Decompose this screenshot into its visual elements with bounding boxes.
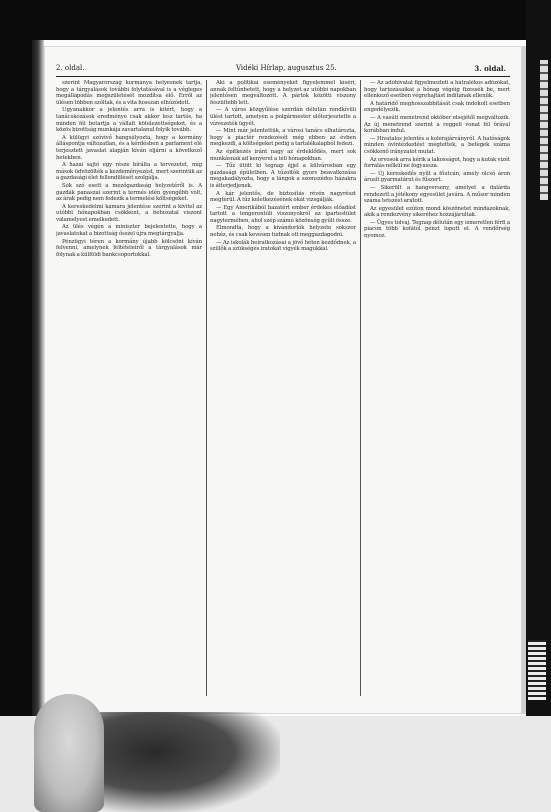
paragraph: szerint Magyarország kormánya helyesnek tartja, hogy a tárgyalások további folytatásával is a végleges megállapodás megszületését mozdítsa elő. Erről az ülésen többen szóltak, és a vita hosszan elhúzódott.: [56, 80, 202, 106]
paragraph: Aki a politikai eseményeket figyelemmel kíséri, annak feltűnhetett, hogy a helyzet az utóbbi napokban jelentősen megváltozott. A pártok közötti viszony feszültebb lett.: [210, 80, 356, 106]
book-binding: [32, 40, 44, 720]
paragraph: Ugyanakkor a jelentés arra is kitért, hogy a tanácskozások eredménye csak akkor lesz tartós, ha minden fél betartja a vállalt kötelezettségeket, és a közös bizottság munkája zavartalanul folyik tovább.: [56, 107, 202, 134]
paragraph: Az orvosok arra kérik a lakosságot, hogy a kutak vizét forralás nélkül ne fogyassza.: [364, 156, 510, 170]
paragraph: A határidő meghosszabbítását csak indokolt esetben engedélyezik.: [364, 100, 510, 114]
hand-shadow: [100, 712, 280, 812]
scan-background-top: [0, 0, 551, 40]
text-columns: [56, 80, 510, 696]
paragraph: Az ülés végén a miniszter bejelentette, hogy a javaslatokat a bizottság ősszel újra megtárgyalja.: [56, 224, 202, 238]
paragraph: Az építkezés iránt nagy az érdeklődés, mert sok munkásnak ad kenyeret a téli hónapokban.: [210, 148, 356, 162]
paragraph: — Új kereskedés nyílt a főutcán, amely olcsó áron árusít gyarmatárut és fűszert.: [364, 170, 510, 184]
hand-thumb: [34, 694, 104, 812]
paragraph: — Ügyes tolvaj. Tegnap délután egy ismeretlen férfi a piacon több kofától pénzt lopott el. A rendőrség nyomoz.: [364, 219, 510, 240]
paragraph: A kereskedelmi kamara jelentése szerint a kivitel az utóbbi hónapokban csökkent, a behozatal viszont valamelyest emelkedett.: [56, 203, 202, 223]
scan-edge-pattern: [528, 640, 546, 700]
paragraph: — Mint már jelentettük, a városi tanács elhatározta, hogy a piactér rendezését még ebben az évben megkezdi, a költségeket pedig a tartalékalapból fedezi.: [210, 128, 356, 148]
page-edge-marks: [540, 60, 548, 200]
page-header: [56, 62, 510, 77]
paragraph: — Egy Amerikából hazatért ember érdekes előadást tartott a tengerentúli viszonyokról az ipartestület nagytermében, ahol szép számú közönség gyűlt össze.: [210, 204, 356, 224]
column-1: [56, 80, 202, 696]
column-2: [210, 80, 356, 696]
page-number-right: 3. oldal.: [474, 64, 506, 73]
paragraph: Pénzügyi téren a kormány újabb kölcsönt kíván felvenni, amelynek feltételeiről a tárgyalások már folynak a külföldi bankcsoportokkal.: [56, 238, 202, 258]
paragraph: — Hivatalos jelentés a kolerajárványról. A hatóságok minden óvintézkedést megtettek, a betegek száma csökkenő irányzatot mutat.: [364, 135, 510, 155]
paragraph: — Tűz ütött ki tegnap éjjel a külvárosban egy gazdasági épületben. A tűzoltók gyors beavatkozása megakadályozta, hogy a lángok a szomszédos házakra is átterjedjenek.: [210, 163, 356, 189]
paragraph: — Az iskolák beiratkozásai a jövő héten kezdődnek, a szülők a szükséges iratokat vigyék magukkal.: [210, 239, 356, 253]
paragraph: Elmondta, hogy a kivándorlók helyzete sokszor nehéz, és csak kevesen tudnak ott meggazdagodni.: [210, 225, 356, 239]
scan-background-left: [0, 0, 32, 812]
paragraph: — A vasúti menetrend október elsejétől megváltozik. Az új menetrend szerint a reggeli vonat fél órával korábban indul.: [364, 114, 510, 135]
paragraph: — Az adóhivatal figyelmezteti a hátralékos adózókat, hogy tartozásaikat a hónap végéig fizessék be, mert ellenkező esetben végrehajtást indítanak ellenük.: [364, 80, 510, 100]
paragraph: A hazai sajtó egy része bírálta a tervezetet, míg mások üdvözölték a kezdeményezést, mert szerintük az a gazdasági élet fellendülését szolgálja.: [56, 162, 202, 182]
paragraph: A kár jelentős, de biztosítás révén nagyrészt megtérül. A tűz keletkezésének okát vizsgálják.: [210, 190, 356, 204]
column-3: [364, 80, 510, 696]
paragraph: Az egyesület ezúton mond köszönetet mindazoknak, akik a rendezvény sikeréhez hozzájárultak.: [364, 205, 510, 219]
newspaper-title: Vidéki Hírlap, augusztus 25.: [236, 64, 337, 72]
column-divider: [206, 80, 207, 696]
paragraph: — Sikerült a hangverseny, amelyet a dalárda rendezett a jótékony egyesület javára. A műsor minden száma tetszést aratott.: [364, 184, 510, 205]
paragraph: Sok szó esett a mezőgazdaság helyzetéről is. A gazdák panaszai szerint a termés idén gyengébb volt, az árak pedig nem fedezik a termelési költségeket.: [56, 182, 202, 203]
column-divider: [360, 80, 361, 696]
paragraph: — A város közgyűlése szerdán délután rendkívüli ülést tartott, amelyen a polgármester előterjesztette a vízvezeték ügyét.: [210, 107, 356, 127]
page-edge-strip: [522, 46, 526, 714]
page-number-left: 2. oldal.: [56, 64, 85, 72]
paragraph: A külügyi szóvivő hangsúlyozta, hogy a kormány álláspontja változatlan, és a kérdésben a parlament elé terjesztett javaslat alapján kíván eljárni a következő hetekben.: [56, 134, 202, 161]
